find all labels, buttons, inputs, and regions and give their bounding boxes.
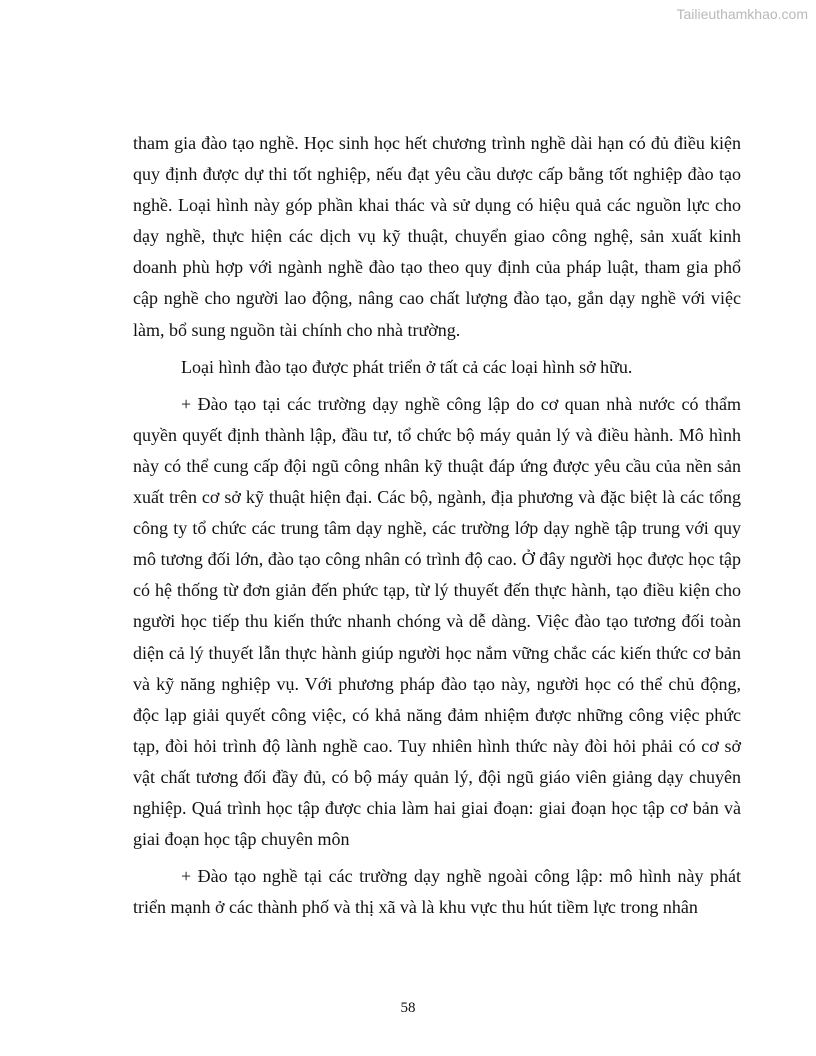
document-body bbox=[133, 128, 741, 929]
paragraph-private-schools: + Đào tạo nghề tại các trường dạy nghề ngoài công lập: mô hình này phát triển mạnh ở các thành phố và thị xã và là khu vực thu hút tiềm lực trong nhân bbox=[133, 866, 741, 918]
paragraph-continuation: tham gia đào tạo nghề. Học sinh học hết chương trình nghề dài hạn có đủ điều kiện quy định được dự thi tốt nghiệp, nếu đạt yêu cầu dược cấp bằng tốt nghiệp đào tạo nghề. Loại hình này góp phần khai thác và sử dụng có hiệu quả các nguồn lực cho dạy nghề, thực hiện các dịch vụ kỹ thuật, chuyển giao công nghệ, sản xuất kinh doanh phù hợp với ngành nghề đào tạo theo quy định của pháp luật, tham gia phổ cập nghề cho người lao động, nâng cao chất lượng đào tạo, gắn dạy nghề với việc làm, bổ sung nguồn tài chính cho nhà trường. bbox=[133, 133, 741, 340]
watermark-text: Tailieuthamkhao.com bbox=[676, 6, 808, 22]
paragraph-public-schools: + Đào tạo tại các trường dạy nghề công lập do cơ quan nhà nước có thẩm quyền quyết định thành lập, đầu tư, tổ chức bộ máy quản lý và điều hành. Mô hình này có thể cung cấp đội ngũ công nhân kỹ thuật đáp ứng được yêu cầu của nền sản xuất trên cơ sở kỹ thuật hiện đại. Các bộ, ngành, địa phương và đặc biệt là các tổng công ty tổ chức các trung tâm dạy nghề, các trường lớp dạy nghề tập trung với quy mô tương đối lớn, đào tạo công nhân có trình độ cao. Ở đây người học được học tập có hệ thống từ đơn giản đến phức tạp, từ lý thuyết đến thực hành, tạo điều kiện cho người học tiếp thu kiến thức nhanh chóng và dễ dàng. Việc đào tạo tương đối toàn diện cả lý thuyết lẫn thực hành giúp người học nắm vững chắc các kiến thức cơ bản và kỹ năng nghiệp vụ. Với phương pháp đào tạo này, người học có thể chủ động, độc lạp giải quyết công việc, có khả năng đảm nhiệm được những công việc phức tạp, đòi hỏi trình độ lành nghề cao. Tuy nhiên hình thức này đòi hỏi phải có cơ sở vật chất tương đối đầy đủ, có bộ máy quản lý, đội ngũ giáo viên giảng dạy chuyên nghiệp. Quá trình học tập được chia làm hai giai đoạn: giai đoạn học tập cơ bản và giai đoạn học tập chuyên môn bbox=[133, 393, 741, 850]
paragraph-ownership: Loại hình đào tạo được phát triển ở tất cả các loại hình sở hữu. bbox=[181, 356, 633, 377]
page-number: 58 bbox=[400, 1000, 416, 1016]
